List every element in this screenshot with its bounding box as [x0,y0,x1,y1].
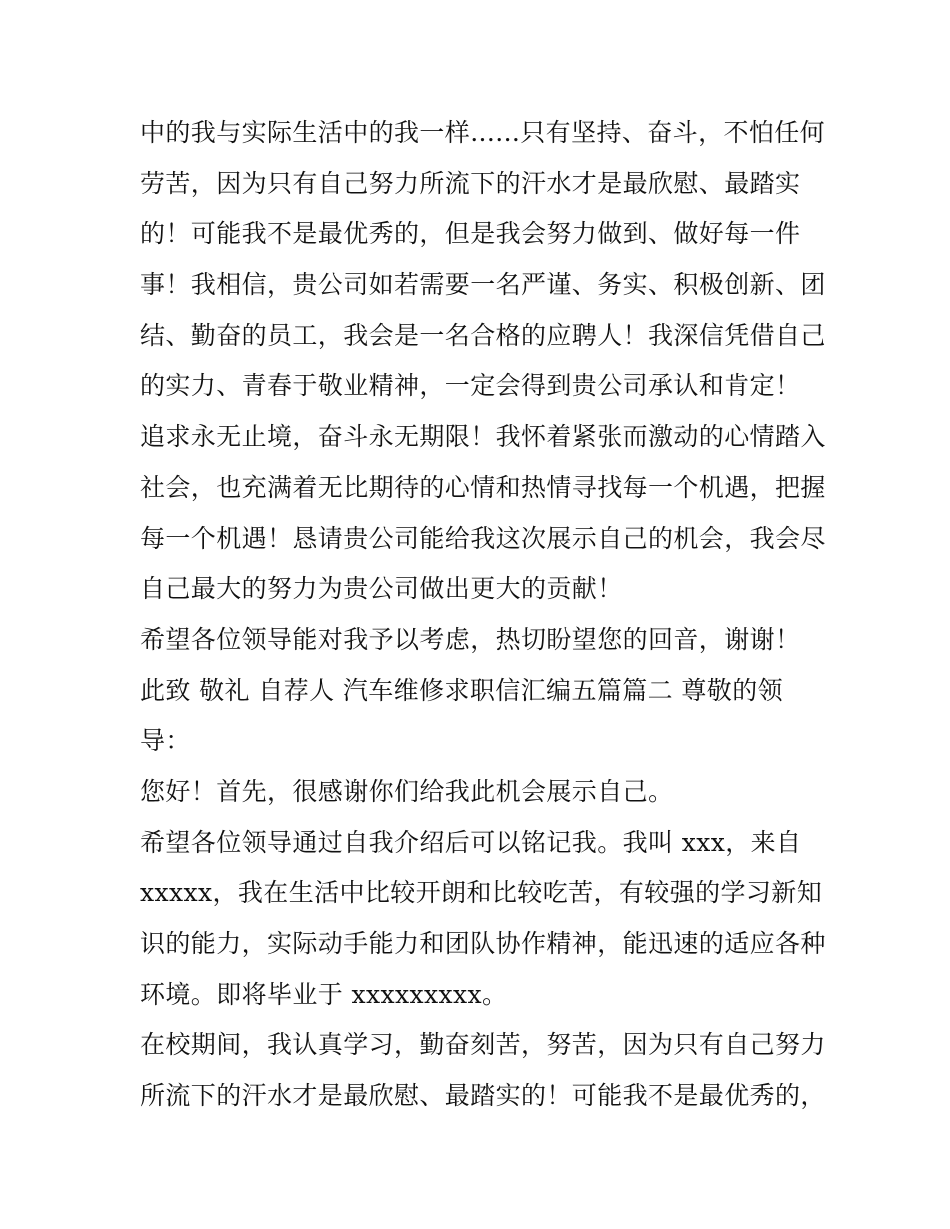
text-line: 此致 敬礼 自荐人 汽车维修求职信汇编五篇篇二 尊敬的领 [140,675,783,705]
text-line: xxxxx，我在生活中比较开朗和比较吃苦，有较强的学习新知 [140,878,823,908]
text-line: 自己最大的努力为贵公司做出更大的贡献！ [140,574,623,604]
text-line: 在校期间，我认真学习，勤奋刻苦，努苦，因为只有自己努力 [140,1030,826,1060]
text-line: 的实力、青春于敬业精神，一定会得到贵公司承认和肯定！ [140,371,801,401]
text-line: 导： [140,726,191,756]
text-line: 劳苦，因为只有自己努力所流下的汗水才是最欣慰、最踏实 [140,168,801,198]
text-line: 中的我与实际生活中的我一样......只有坚持、奋斗，不怕任何 [140,118,826,147]
text-line: 社会，也充满着无比期待的心情和热情寻找每一个机遇，把握 [140,472,826,502]
text-line: 结、勤奋的员工，我会是一名合格的应聘人！我深信凭借自己 [140,320,826,350]
text-line: 希望各位领导通过自我介绍后可以铭记我。我叫 xxx，来自 [140,827,802,857]
text-line: 环境。即将毕业于 xxxxxxxxx。 [140,979,508,1009]
text-line: 的！可能我不是最优秀的，但是我会努力做到、做好每一件 [140,219,801,249]
text-line: 希望各位领导能对我予以考虑，热切盼望您的回音，谢谢！ [140,624,801,654]
text-line: 所流下的汗水才是最欣慰、最踏实的！可能我不是最优秀的， [140,1081,826,1111]
text-line: 您好！首先，很感谢你们给我此机会展示自己。 [140,776,674,806]
text-line: 事！我相信，贵公司如若需要一名严谨、务实、积极创新、团 [140,270,826,300]
text-line: 识的能力，实际动手能力和团队协作精神，能迅速的适应各种 [140,929,826,958]
text-line: 每一个机遇！恳请贵公司能给我这次展示自己的机会，我会尽 [140,523,826,553]
document-body [140,108,830,1122]
text-line: 追求永无止境，奋斗永无期限！我怀着紧张而激动的心情踏入 [140,422,826,452]
